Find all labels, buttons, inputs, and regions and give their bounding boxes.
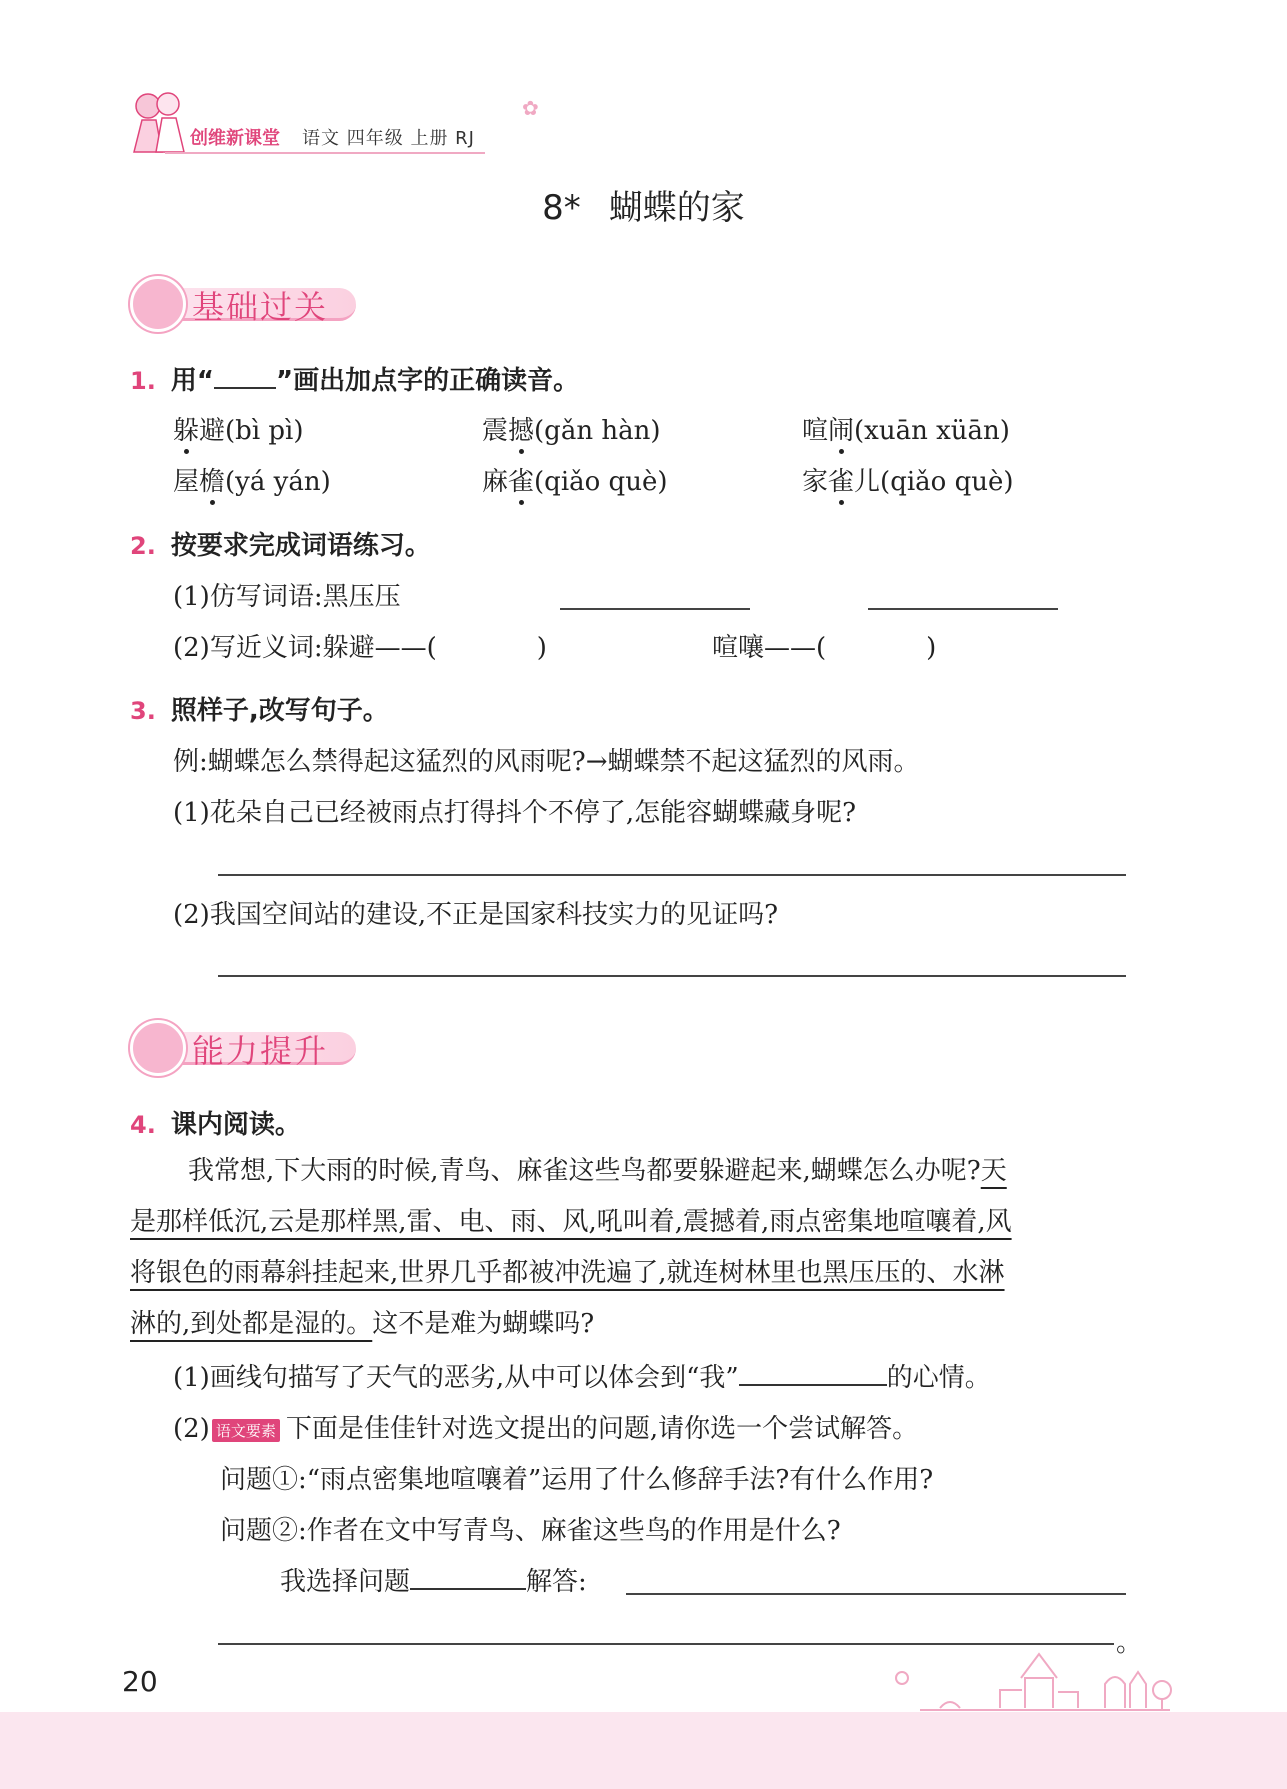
question-1: 1. 用“ ”画出加点字的正确读音。 (130, 366, 580, 396)
rewrite-item-1: (1)花朵自己已经被雨点打得抖个不停了,怎能容蝴蝶藏身呢? (173, 798, 857, 828)
question-4: 4. 课内阅读。 (130, 1110, 301, 1140)
lesson-title (0, 180, 1287, 229)
section-banner-advanced (130, 1020, 370, 1072)
synonym-1: (2)写近义词:躲避——( ) (173, 633, 547, 663)
pinyin-item-4: 屋檐(yá yán) (173, 467, 331, 497)
flower-decoration-icon: ✿ (522, 96, 539, 120)
sub-question-1: 问题①:“雨点密集地喧嚷着”运用了什么修辞手法?有什么作用? (220, 1465, 934, 1495)
pinyin-item-1: 躲避(bì pì) (173, 416, 304, 446)
header-book-info: 语文 四年级 上册 RJ (302, 128, 475, 149)
reading-passage (130, 1146, 1130, 1350)
question-2: 2. 按要求完成词语练习。 (130, 531, 431, 561)
lesson-number: 8* (542, 188, 581, 228)
answer-line[interactable] (218, 1643, 1114, 1645)
section-label: 能力提升 (192, 1032, 329, 1070)
pinyin-item-2: 震撼(gǎn hàn) (482, 416, 661, 446)
page-number: 20 (122, 1665, 158, 1698)
character-badge-icon (130, 276, 186, 332)
answer-line[interactable] (218, 975, 1126, 977)
passage-line: 我常想,下大雨的时候,青鸟、麻雀这些鸟都要躲避起来,蝴蝶怎么办呢?天 (188, 1156, 1007, 1186)
answer-line[interactable] (560, 608, 750, 610)
header-brand: 创维新课堂 (190, 128, 280, 149)
passage-line: 淋的,到处都是湿的。这不是难为蝴蝶吗? (130, 1309, 595, 1339)
question-choice-blank[interactable] (410, 1588, 526, 1590)
pinyin-item-5: 麻雀(qiǎo què) (482, 467, 668, 497)
rewrite-item-2: (2)我国空间站的建设,不正是国家科技实力的见证吗? (173, 900, 779, 930)
section-label: 基础过关 (192, 288, 329, 326)
rewrite-example: 例:蝴蝶怎么禁得起这猛烈的风雨呢?→蝴蝶禁不起这猛烈的风雨。 (173, 747, 920, 777)
question-3: 3. 照样子,改写句子。 (130, 696, 389, 726)
element-tag: 语文要素 (212, 1419, 280, 1442)
header-divider (165, 152, 485, 154)
answer-blank[interactable] (739, 1384, 887, 1386)
reading-question-2: (2) 语文要素 下面是佳佳针对选文提出的问题,请你选一个尝试解答。 (173, 1414, 919, 1444)
answer-line[interactable] (218, 874, 1126, 876)
pinyin-item-6: 家雀儿(qiǎo què) (802, 467, 1014, 497)
cartoon-girls-logo (128, 88, 188, 154)
answer-line[interactable] (868, 608, 1058, 610)
reading-question-1: (1)画线句描写了天气的恶劣,从中可以体会到“我” 的心情。 (173, 1363, 991, 1393)
imitate-words: (1)仿写词语:黑压压 (173, 582, 401, 612)
pinyin-item-3: 喧闹(xuān xüān) (802, 416, 1010, 446)
lesson-name: 蝴蝶的家 (608, 188, 745, 228)
passage-line: 是那样低沉,云是那样黑,雷、电、雨、风,吼叫着,震撼着,雨点密集地喧嚷着,风 (130, 1207, 1012, 1237)
underline-sample (214, 387, 276, 389)
section-banner-basics (130, 276, 370, 328)
answer-line[interactable] (626, 1593, 1126, 1595)
footer-band (0, 1712, 1287, 1789)
end-period: 。 (1116, 1628, 1143, 1658)
castle-decoration-icon (890, 1648, 1180, 1722)
passage-line: 将银色的雨幕斜挂起来,世界几乎都被冲洗遍了,就连树林里也黑压压的、水淋 (130, 1258, 1005, 1288)
character-badge-icon (130, 1020, 186, 1076)
synonym-2: 喧嚷——( ) (712, 633, 937, 663)
sub-question-2: 问题②:作者在文中写青鸟、麻雀这些鸟的作用是什么? (220, 1516, 841, 1546)
question-number: 1. (130, 367, 156, 395)
answer-choice: 我选择问题 解答: (280, 1567, 587, 1597)
